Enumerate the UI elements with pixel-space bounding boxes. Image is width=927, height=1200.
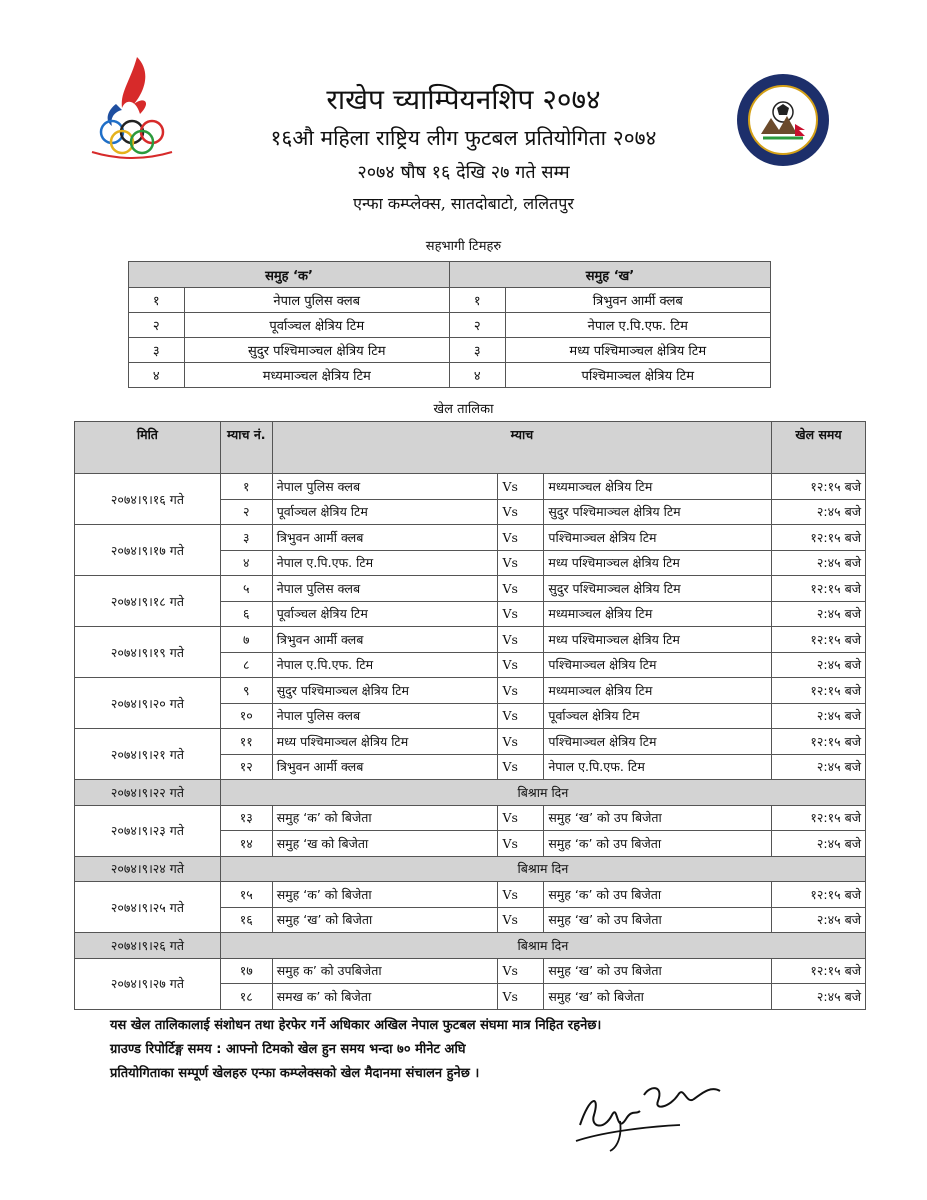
match-time: १२:१५ बजे [772, 882, 866, 908]
versus-label: Vs [498, 576, 544, 602]
versus-label: Vs [498, 550, 544, 576]
versus-label: Vs [498, 678, 544, 704]
match-row [75, 474, 866, 500]
home-team: समुह क’ को उपबिजेता [272, 958, 498, 984]
match-number: ३ [220, 525, 272, 551]
versus-label: Vs [498, 729, 544, 755]
rest-day-row [75, 780, 866, 806]
away-team: समुह ‘ख’ को बिजेता [544, 984, 772, 1010]
away-team: मध्य पश्चिमाञ्चल क्षेत्रिय टिम [544, 550, 772, 576]
match-row [75, 627, 866, 653]
versus-label: Vs [498, 474, 544, 500]
home-team: नेपाल पुलिस क्लब [272, 474, 498, 500]
match-number: ८ [220, 652, 272, 678]
match-date: २०७४।९।१९ गते [75, 627, 221, 678]
match-time: १२:१५ बजे [772, 576, 866, 602]
match-number: १७ [220, 958, 272, 984]
match-number: १३ [220, 805, 272, 831]
match-time: १२:१५ बजे [772, 729, 866, 755]
match-schedule-table [74, 421, 866, 1010]
home-team: समुह ‘क’ को बिजेता [272, 805, 498, 831]
team-number: ३ [449, 338, 505, 363]
match-number: २ [220, 499, 272, 525]
away-team: नेपाल ए.पि.एफ. टिम [544, 754, 772, 780]
match-date: २०७४।९।२७ गते [75, 958, 221, 1009]
group-b-title: समुह ‘ख’ [449, 262, 770, 288]
team-row [129, 313, 771, 338]
match-time: १२:१५ बजे [772, 627, 866, 653]
team-name: मध्य पश्चिमाञ्चल क्षेत्रिय टिम [505, 338, 770, 363]
versus-label: Vs [498, 499, 544, 525]
match-number: ११ [220, 729, 272, 755]
match-number: १ [220, 474, 272, 500]
away-team: समुह ‘ख’ को उप बिजेता [544, 907, 772, 933]
signature [560, 1055, 760, 1155]
team-number: १ [129, 288, 185, 313]
schedule-caption: खेल तालिका [433, 402, 494, 417]
home-team: त्रिभुवन आर्मी क्लब [272, 627, 498, 653]
team-name: सुदुर पश्चिमाञ्चल क्षेत्रिय टिम [184, 338, 449, 363]
match-time: २:४५ बजे [772, 754, 866, 780]
away-team: समुह ‘ख’ को उप बिजेता [544, 958, 772, 984]
match-date: २०७४।९।२५ गते [75, 882, 221, 933]
versus-label: Vs [498, 525, 544, 551]
match-number: ४ [220, 550, 272, 576]
match-date: २०७४।९।२३ गते [75, 805, 221, 856]
team-row [129, 363, 771, 388]
team-name: मध्यमाञ्चल क्षेत्रिय टिम [184, 363, 449, 388]
column-header-time: खेल समय [772, 422, 866, 474]
match-row [75, 958, 866, 984]
home-team: त्रिभुवन आर्मी क्लब [272, 754, 498, 780]
home-team: मध्य पश्चिमाञ्चल क्षेत्रिय टिम [272, 729, 498, 755]
home-team: समुह ‘ख को बिजेता [272, 831, 498, 857]
team-number: ४ [449, 363, 505, 388]
match-number: १४ [220, 831, 272, 857]
away-team: सुदुर पश्चिमाञ्चल क्षेत्रिय टिम [544, 499, 772, 525]
match-time: १२:१५ बजे [772, 805, 866, 831]
rest-day-label: बिश्राम दिन [220, 933, 865, 959]
away-team: मध्यमाञ्चल क्षेत्रिय टिम [544, 601, 772, 627]
match-time: १२:१५ बजे [772, 525, 866, 551]
match-number: ७ [220, 627, 272, 653]
match-date: २०७४।९।२० गते [75, 678, 221, 729]
versus-label: Vs [498, 831, 544, 857]
match-time: १२:१५ बजे [772, 474, 866, 500]
match-row [75, 525, 866, 551]
versus-label: Vs [498, 882, 544, 908]
match-time: २:४५ बजे [772, 601, 866, 627]
match-time: २:४५ बजे [772, 907, 866, 933]
home-team: नेपाल पुलिस क्लब [272, 703, 498, 729]
rest-day-label: बिश्राम दिन [220, 856, 865, 882]
match-date: २०७४।९।१६ गते [75, 474, 221, 525]
schedule-body [75, 474, 866, 1010]
versus-label: Vs [498, 907, 544, 933]
match-row [75, 882, 866, 908]
home-team: नेपाल पुलिस क्लब [272, 576, 498, 602]
participating-teams-table [128, 261, 771, 388]
match-number: १० [220, 703, 272, 729]
away-team: पश्चिमाञ्चल क्षेत्रिय टिम [544, 525, 772, 551]
team-name: पूर्वाञ्चल क्षेत्रिय टिम [184, 313, 449, 338]
home-team: सुदुर पश्चिमाञ्चल क्षेत्रिय टिम [272, 678, 498, 704]
match-time: २:४५ बजे [772, 984, 866, 1010]
page-subtitle: १६औ महिला राष्ट्रिय लीग फुटबल प्रतियोगिता २०७४ [270, 126, 657, 150]
team-name: पश्चिमाञ्चल क्षेत्रिय टिम [505, 363, 770, 388]
note-line: ग्राउण्ड रिपोर्टिङ्ग समय : आफ्नो टिमको खेल हुन समय भन्दा ७० मीनेट अघि [110, 1042, 466, 1057]
home-team: नेपाल ए.पि.एफ. टिम [272, 550, 498, 576]
home-team: पूर्वाञ्चल क्षेत्रिय टिम [272, 601, 498, 627]
versus-label: Vs [498, 703, 544, 729]
match-row [75, 678, 866, 704]
event-venue: एन्फा कम्प्लेक्स, सातदोबाटो, ललितपुर [353, 194, 574, 213]
versus-label: Vs [498, 984, 544, 1010]
away-team: पश्चिमाञ्चल क्षेत्रिय टिम [544, 652, 772, 678]
note-line: प्रतियोगिताका सम्पूर्ण खेलहरु एन्फा कम्प्लेक्सको खेल मैदानमा संचालन हुनेछ । [110, 1066, 480, 1081]
match-number: ६ [220, 601, 272, 627]
match-date: २०७४।९।२१ गते [75, 729, 221, 780]
away-team: समुह ‘क’ को उप बिजेता [544, 882, 772, 908]
rest-day-label: बिश्राम दिन [220, 780, 865, 806]
team-name: नेपाल ए.पि.एफ. टिम [505, 313, 770, 338]
match-number: ९ [220, 678, 272, 704]
home-team: समख क’ को बिजेता [272, 984, 498, 1010]
match-number: १२ [220, 754, 272, 780]
home-team: समुह ‘ख’ को बिजेता [272, 907, 498, 933]
away-team: समुह ‘ख’ को उप बिजेता [544, 805, 772, 831]
home-team: त्रिभुवन आर्मी क्लब [272, 525, 498, 551]
column-header-date: मिति [75, 422, 221, 474]
versus-label: Vs [498, 958, 544, 984]
match-time: १२:१५ बजे [772, 958, 866, 984]
note-line: यस खेल तालिकालाई संशोधन तथा हेरफेर गर्ने अधिकार अखिल नेपाल फुटबल संघमा मात्र निहित रहनेछ। [110, 1018, 602, 1033]
home-team: समुह ‘क’ को बिजेता [272, 882, 498, 908]
away-team: मध्य पश्चिमाञ्चल क्षेत्रिय टिम [544, 627, 772, 653]
versus-label: Vs [498, 652, 544, 678]
versus-label: Vs [498, 627, 544, 653]
away-team: मध्यमाञ्चल क्षेत्रिय टिम [544, 474, 772, 500]
team-row [129, 338, 771, 363]
away-team: समुह ‘क’ को उप बिजेता [544, 831, 772, 857]
match-date: २०७४।९।२२ गते [75, 780, 221, 806]
match-date: २०७४।९।२४ गते [75, 856, 221, 882]
column-header-match-no: म्याच नं. [220, 422, 272, 474]
away-team: पश्चिमाञ्चल क्षेत्रिय टिम [544, 729, 772, 755]
match-time: २:४५ बजे [772, 652, 866, 678]
rest-day-row [75, 856, 866, 882]
team-number: ३ [129, 338, 185, 363]
team-number: ४ [129, 363, 185, 388]
team-number: २ [129, 313, 185, 338]
team-number: १ [449, 288, 505, 313]
match-row [75, 576, 866, 602]
match-time: २:४५ बजे [772, 499, 866, 525]
match-number: १६ [220, 907, 272, 933]
match-row [75, 805, 866, 831]
match-time: १२:१५ बजे [772, 678, 866, 704]
match-date: २०७४।९।१८ गते [75, 576, 221, 627]
match-number: १८ [220, 984, 272, 1010]
match-time: २:४५ बजे [772, 831, 866, 857]
away-team: मध्यमाञ्चल क्षेत्रिय टिम [544, 678, 772, 704]
versus-label: Vs [498, 805, 544, 831]
match-date: २०७४।९।१७ गते [75, 525, 221, 576]
team-name: नेपाल पुलिस क्लब [184, 288, 449, 313]
event-dates: २०७४ षौष १६ देखि २७ गते सम्म [357, 162, 570, 183]
home-team: नेपाल ए.पि.एफ. टिम [272, 652, 498, 678]
page-title: राखेप च्याम्पियनशिप २०७४ [326, 83, 601, 116]
match-number: ५ [220, 576, 272, 602]
match-number: १५ [220, 882, 272, 908]
match-date: २०७४।९।२६ गते [75, 933, 221, 959]
home-team: पूर्वाञ्चल क्षेत्रिय टिम [272, 499, 498, 525]
team-row [129, 288, 771, 313]
match-time: २:४५ बजे [772, 703, 866, 729]
team-name: त्रिभुवन आर्मी क्लब [505, 288, 770, 313]
teams-caption: सहभागी टिमहरु [425, 239, 502, 254]
versus-label: Vs [498, 601, 544, 627]
match-row [75, 729, 866, 755]
group-a-title: समुह ‘क’ [129, 262, 450, 288]
team-number: २ [449, 313, 505, 338]
match-time: २:४५ बजे [772, 550, 866, 576]
rest-day-row [75, 933, 866, 959]
away-team: पूर्वाञ्चल क्षेत्रिय टिम [544, 703, 772, 729]
column-header-match: म्याच [272, 422, 771, 474]
versus-label: Vs [498, 754, 544, 780]
away-team: सुदुर पश्चिमाञ्चल क्षेत्रिय टिम [544, 576, 772, 602]
